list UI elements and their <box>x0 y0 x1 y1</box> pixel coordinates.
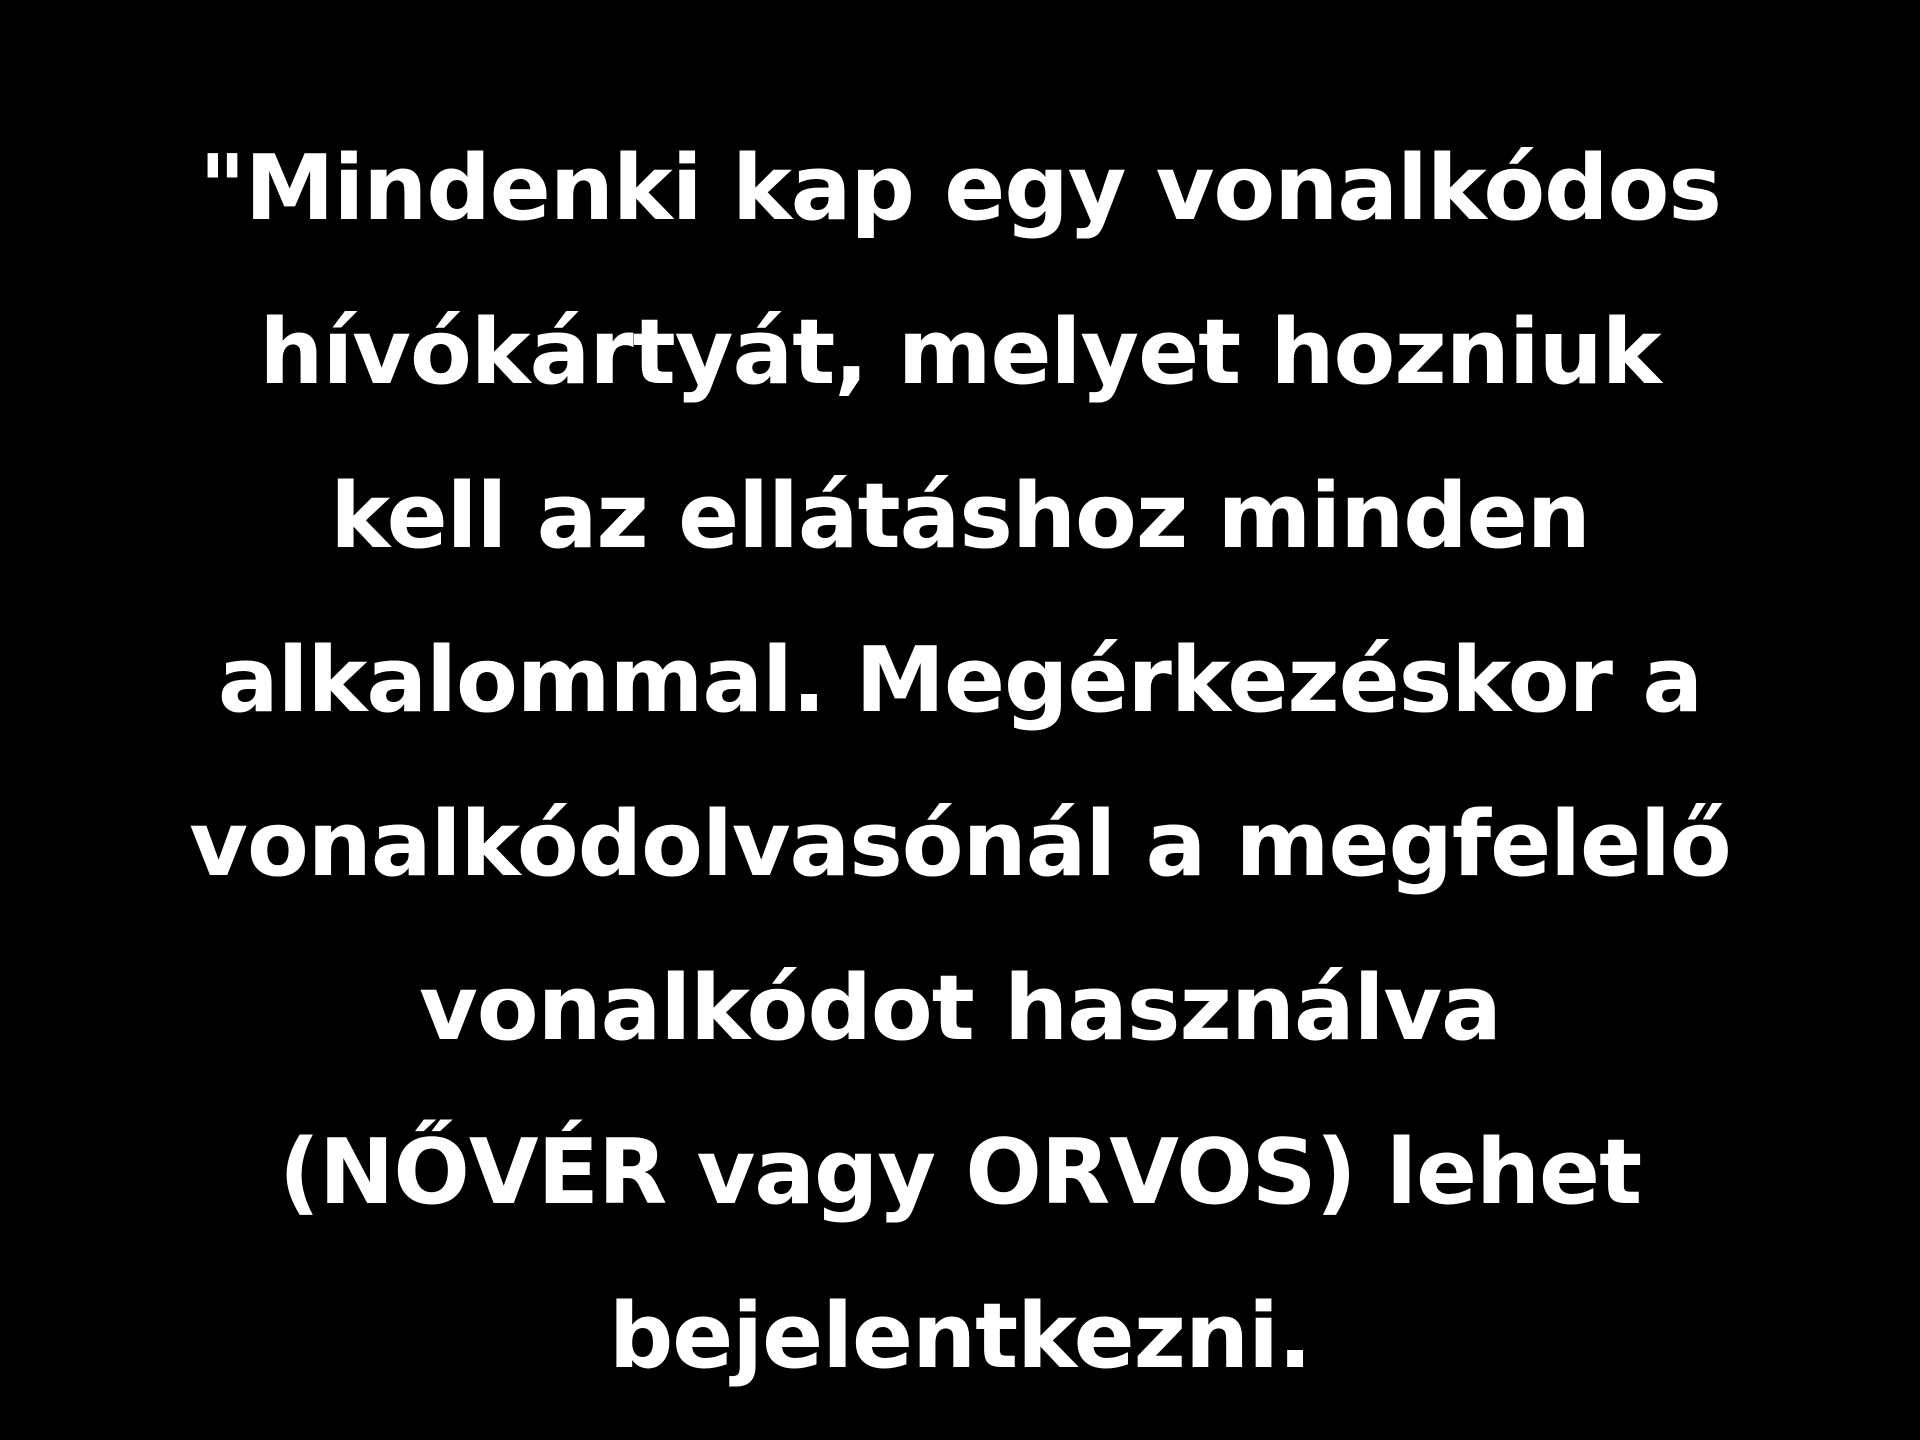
text-line-6: vonalkódot használva <box>419 956 1501 1061</box>
text-line-7: (NŐVÉR vagy ORVOS) lehet <box>278 1120 1642 1225</box>
slide-text <box>0 107 1920 1419</box>
text-line-2: hívókártyát, melyet hozniuk <box>259 300 1661 405</box>
text-line-8: bejelentkezni. <box>608 1284 1312 1389</box>
text-line-1: "Mindenki kap egy vonalkódos <box>199 136 1721 241</box>
text-line-3: kell az ellátáshoz minden <box>330 464 1590 569</box>
text-line-5: vonalkódolvasónál a megfelelő <box>189 792 1731 897</box>
text-line-4: alkalommal. Megérkezéskor a <box>217 628 1703 733</box>
